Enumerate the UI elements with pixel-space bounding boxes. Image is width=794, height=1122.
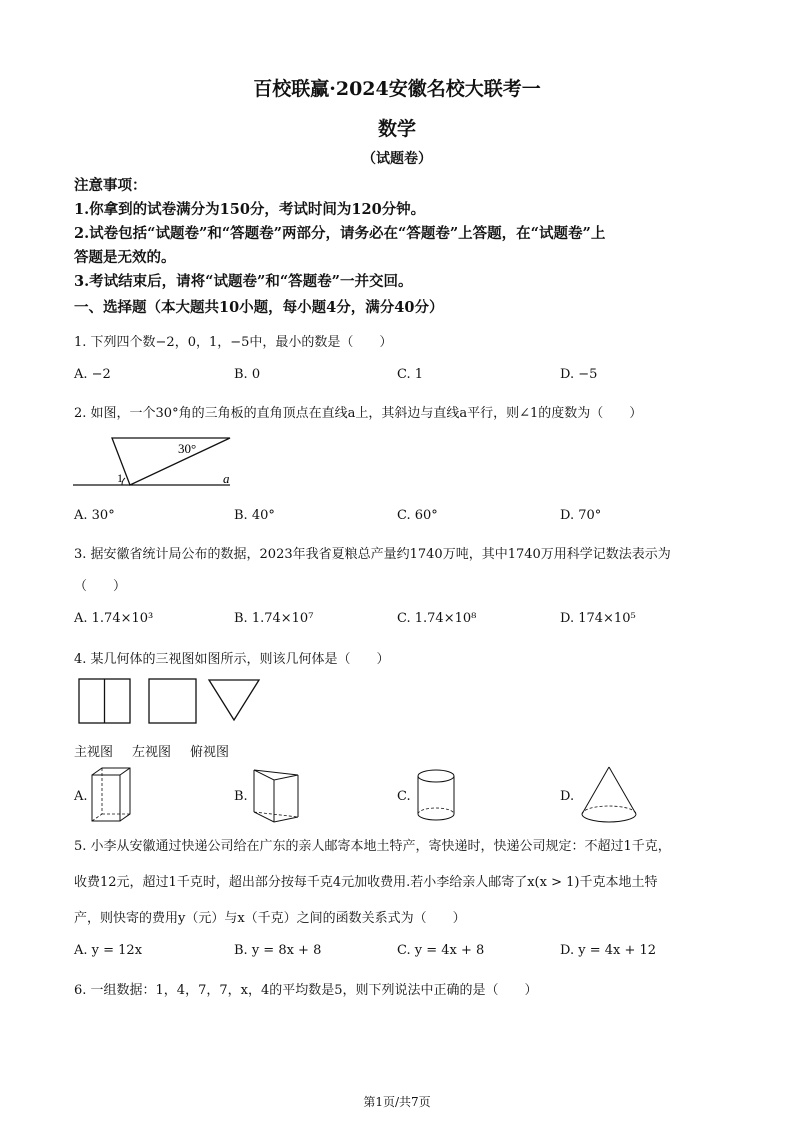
question-2-option-a: A. 30° xyxy=(74,508,115,523)
cylinder-figure xyxy=(414,768,464,828)
section-title: 一、选择题（本大题共10小题，每小题4分，满分40分） xyxy=(74,299,444,316)
question-5-option-d: D. y = 4x + 12 xyxy=(560,943,657,958)
exam-title: 百校联赢·2024安徽名校大联考一 xyxy=(253,78,541,100)
question-4-option-b: B. xyxy=(234,789,248,804)
question-3-stem-line2: （ ） xyxy=(74,579,127,594)
question-5-option-c: C. y = 4x + 8 xyxy=(397,943,485,958)
question-3-option-c: C. 1.74×10⁸ xyxy=(397,611,477,626)
notice-item: 3.考试结束后，请将“试题卷”和“答题卷”一并交回。 xyxy=(74,273,413,290)
notice-item: 答题是无效的。 xyxy=(74,249,176,266)
question-1-stem: 1. 下列四个数−2，0，1，−5中，最小的数是（ ） xyxy=(74,335,393,350)
question-3-stem-line1: 3. 据安徽省统计局公布的数据，2023年我省夏粮总产量约1740万吨，其中1740万用科学记数法表示为 xyxy=(74,547,671,562)
cone-figure xyxy=(578,764,648,830)
rectangular-prism-figure xyxy=(88,766,138,826)
top-view-label: 俯视图 xyxy=(190,745,230,760)
front-view-label: 主视图 xyxy=(74,745,114,760)
side-view-label: 左视图 xyxy=(132,745,172,760)
three-view-figure xyxy=(74,676,274,726)
side-view xyxy=(149,679,196,723)
notice-heading: 注意事项： xyxy=(74,177,147,194)
paper-type: （试题卷） xyxy=(362,151,432,167)
question-2-option-b: B. 40° xyxy=(234,508,275,523)
question-2-stem: 2. 如图，一个30°角的三角板的直角顶点在直线a上，其斜边与直线a平行，则∠1的度数为（ ） xyxy=(74,406,643,421)
notice-item: 1.你拿到的试卷满分为150分，考试时间为120分钟。 xyxy=(74,201,426,218)
question-4-option-c: C. xyxy=(397,789,411,804)
question-1-option-c: C. 1 xyxy=(397,367,424,382)
question-1-option-b: B. 0 xyxy=(234,367,261,382)
question-6-stem: 6. 一组数据：1，4，7，7，x，4的平均数是5，则下列说法中正确的是（ ） xyxy=(74,983,538,998)
question-5-option-a: A. y = 12x xyxy=(74,943,143,958)
question-3-option-d: D. 174×10⁵ xyxy=(560,611,636,626)
question-5-option-b: B. y = 8x + 8 xyxy=(234,943,322,958)
question-2-figure xyxy=(70,432,250,494)
triangular-prism-figure xyxy=(250,766,310,826)
line-a-label: a xyxy=(223,471,230,486)
question-5-stem-line2: 收费12元，超过1千克时，超出部分按每千克4元加收费用.若小李给亲人邮寄了x(x > 1)千克本地土特 xyxy=(74,875,658,890)
question-1-option-d: D. −5 xyxy=(560,367,598,382)
question-4-option-d: D. xyxy=(560,789,575,804)
angle-1-label: 1 xyxy=(117,471,123,485)
question-1-option-a: A. −2 xyxy=(74,367,111,382)
question-3-option-b: B. 1.74×10⁷ xyxy=(234,611,314,626)
question-3-option-a: A. 1.74×10³ xyxy=(74,611,154,626)
question-2-option-c: C. 60° xyxy=(397,508,438,523)
top-view xyxy=(209,680,259,720)
question-2-option-d: D. 70° xyxy=(560,508,602,523)
question-4-stem: 4. 某几何体的三视图如图所示，则该几何体是（ ） xyxy=(74,652,390,667)
question-5-stem-line3: 产，则快寄的费用y（元）与x（千克）之间的函数关系式为（ ） xyxy=(74,911,466,926)
question-4-option-a: A. xyxy=(74,789,88,804)
question-5-stem-line1: 5. 小李从安徽通过快递公司给在广东的亲人邮寄本地土特产，寄快递时，快递公司规定：不超过1千克， xyxy=(74,839,671,854)
set-square-triangle xyxy=(112,438,230,485)
subject-title: 数学 xyxy=(377,118,416,140)
angle-30-label: 30° xyxy=(178,441,197,456)
page-number: 第1页/共7页 xyxy=(363,1095,431,1109)
notice-item: 2.试卷包括“试题卷”和“答题卷”两部分，请务必在“答题卷”上答题，在“试题卷”上 xyxy=(74,225,606,242)
